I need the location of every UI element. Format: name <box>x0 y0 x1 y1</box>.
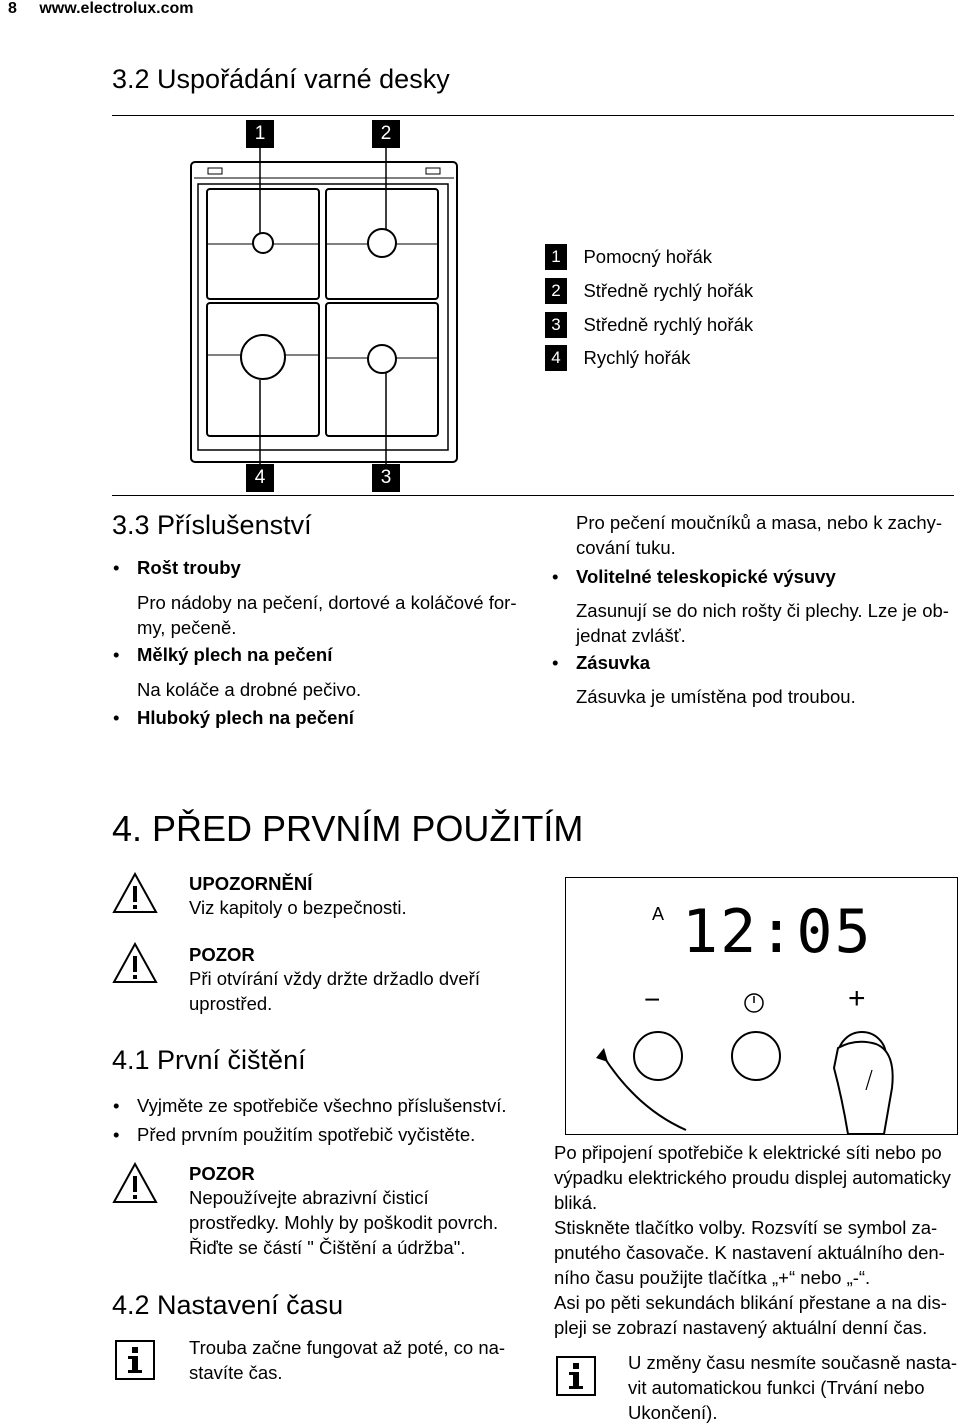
page-number: 8 <box>8 0 17 17</box>
warning-box: UPOZORNĚNÍ Viz kapitoly o bezpečnosti. <box>189 873 407 918</box>
minus-button-label: − <box>644 984 661 1015</box>
burner-4 <box>241 335 285 379</box>
callout-badge-4: 4 <box>246 464 274 492</box>
accessory-name: • Rošt trouby <box>137 557 241 579</box>
legend-badge: 3 <box>545 312 567 338</box>
section-rule <box>112 495 954 496</box>
section-3-2-title: 3.2 Uspořádání varné desky <box>112 64 450 94</box>
hob-diagram <box>190 148 460 464</box>
legend-badge: 4 <box>545 345 567 371</box>
legend-item <box>545 244 712 270</box>
burner-3 <box>368 345 396 373</box>
section-3-3-title: 3.3 Příslušenství <box>112 510 312 540</box>
warning-title: UPOZORNĚNÍ <box>189 873 313 894</box>
minus-button <box>634 1032 682 1080</box>
warning-icon <box>112 942 158 984</box>
hob-outline <box>191 162 457 462</box>
warning-box: POZOR Při otvírání vždy držte držadlo dveří uprostřed. <box>189 944 480 1014</box>
display-illustration <box>565 877 958 1135</box>
warning-title: POZOR <box>189 944 255 965</box>
select-button <box>732 1032 780 1080</box>
burner-2 <box>368 229 396 257</box>
callout-badge-3: 3 <box>372 464 400 492</box>
accessory-desc: Pro nádoby na pečení, dortové a koláčové for- my, pečeně. <box>137 592 517 638</box>
accessory-name: • Mělký plech na pečení <box>137 644 332 666</box>
warning-box: POZOR Nepoužívejte abrazivní čisticí prostředky. Mohly by poškodit povrch. Řiďte se částí " Čištění a údržba". <box>189 1163 499 1258</box>
warning-icon <box>112 1162 158 1204</box>
legend-item <box>545 345 690 371</box>
setup-instructions: Po připojení spotřebiče k elektrické síti nebo po výpadku elektrického proudu displej automaticky bliká. Stiskněte tlačítko volby. Rozsvítí se symbol za- pnutého časovače. K nastavení aktuálního den- ního času použijte tlačítka „+“ nebo „-“. Asi po pěti sekundách blikání přestane a na dis- pleji se zobrazí nastavený aktuální denní čas. <box>554 1142 951 1338</box>
warning-title: POZOR <box>189 1163 255 1184</box>
hinge-right-icon <box>426 168 440 174</box>
info-text: U změny času nesmíte současně nasta- vit automatickou funkci (Trvání nebo Ukončení). <box>628 1352 958 1423</box>
clock-display: 12:05 <box>682 897 873 967</box>
section-rule <box>112 115 954 116</box>
section-4-2-title: 4.2 Nastavení času <box>112 1290 344 1320</box>
accessory-desc: Pro pečení moučníků a masa, nebo k zachy- cování tuku. <box>576 512 943 558</box>
callout-badge-1: 1 <box>246 120 274 148</box>
info-text: Trouba začne fungovat až poté, co na- stavíte čas. <box>189 1337 506 1383</box>
hob-inner <box>198 184 448 450</box>
indicator-a: A <box>652 904 665 924</box>
hinge-left-icon <box>208 168 222 174</box>
legend-label: Rychlý hořák <box>583 347 691 368</box>
plus-button-label: + <box>848 982 866 1015</box>
info-icon <box>556 1356 596 1396</box>
accessory-name: • Volitelné teleskopické výsuvy <box>576 566 836 588</box>
legend-badge: 2 <box>545 278 567 304</box>
page-header <box>8 0 211 18</box>
burner-1 <box>253 233 273 253</box>
legend-label: Středně rychlý hořák <box>583 280 754 301</box>
legend-label: Středně rychlý hořák <box>583 314 754 335</box>
accessory-desc: Zásuvka je umístěna pod troubou. <box>576 686 856 707</box>
accessory-name: • Hluboký plech na pečení <box>137 707 354 729</box>
buttons-and-finger <box>566 1018 956 1134</box>
callout-badge-2: 2 <box>372 120 400 148</box>
warning-icon <box>112 872 158 914</box>
bullet-item: • Vyjměte ze spotřebiče všechno příslušenství. <box>137 1095 507 1117</box>
finger-icon <box>834 1042 893 1134</box>
site-url[interactable]: www.electrolux.com <box>39 0 194 17</box>
timer-icon <box>742 990 766 1014</box>
legend-item <box>545 312 753 338</box>
accessory-name: • Zásuvka <box>576 652 650 674</box>
legend-badge: 1 <box>545 244 567 270</box>
info-icon <box>115 1340 155 1380</box>
bullet-item: • Před prvním použitím spotřebič vyčistěte. <box>137 1124 475 1146</box>
section-4-1-title: 4.1 První čištění <box>112 1045 306 1075</box>
legend-item <box>545 278 753 304</box>
legend-label: Pomocný hořák <box>583 246 712 267</box>
chapter-4-title: 4. PŘED PRVNÍM POUŽITÍM <box>112 808 584 849</box>
accessory-desc: Zasunují se do nich rošty či plechy. Lze je ob- jednat zvlášť. <box>576 600 949 646</box>
accessory-desc: Na koláče a drobné pečivo. <box>137 679 362 700</box>
